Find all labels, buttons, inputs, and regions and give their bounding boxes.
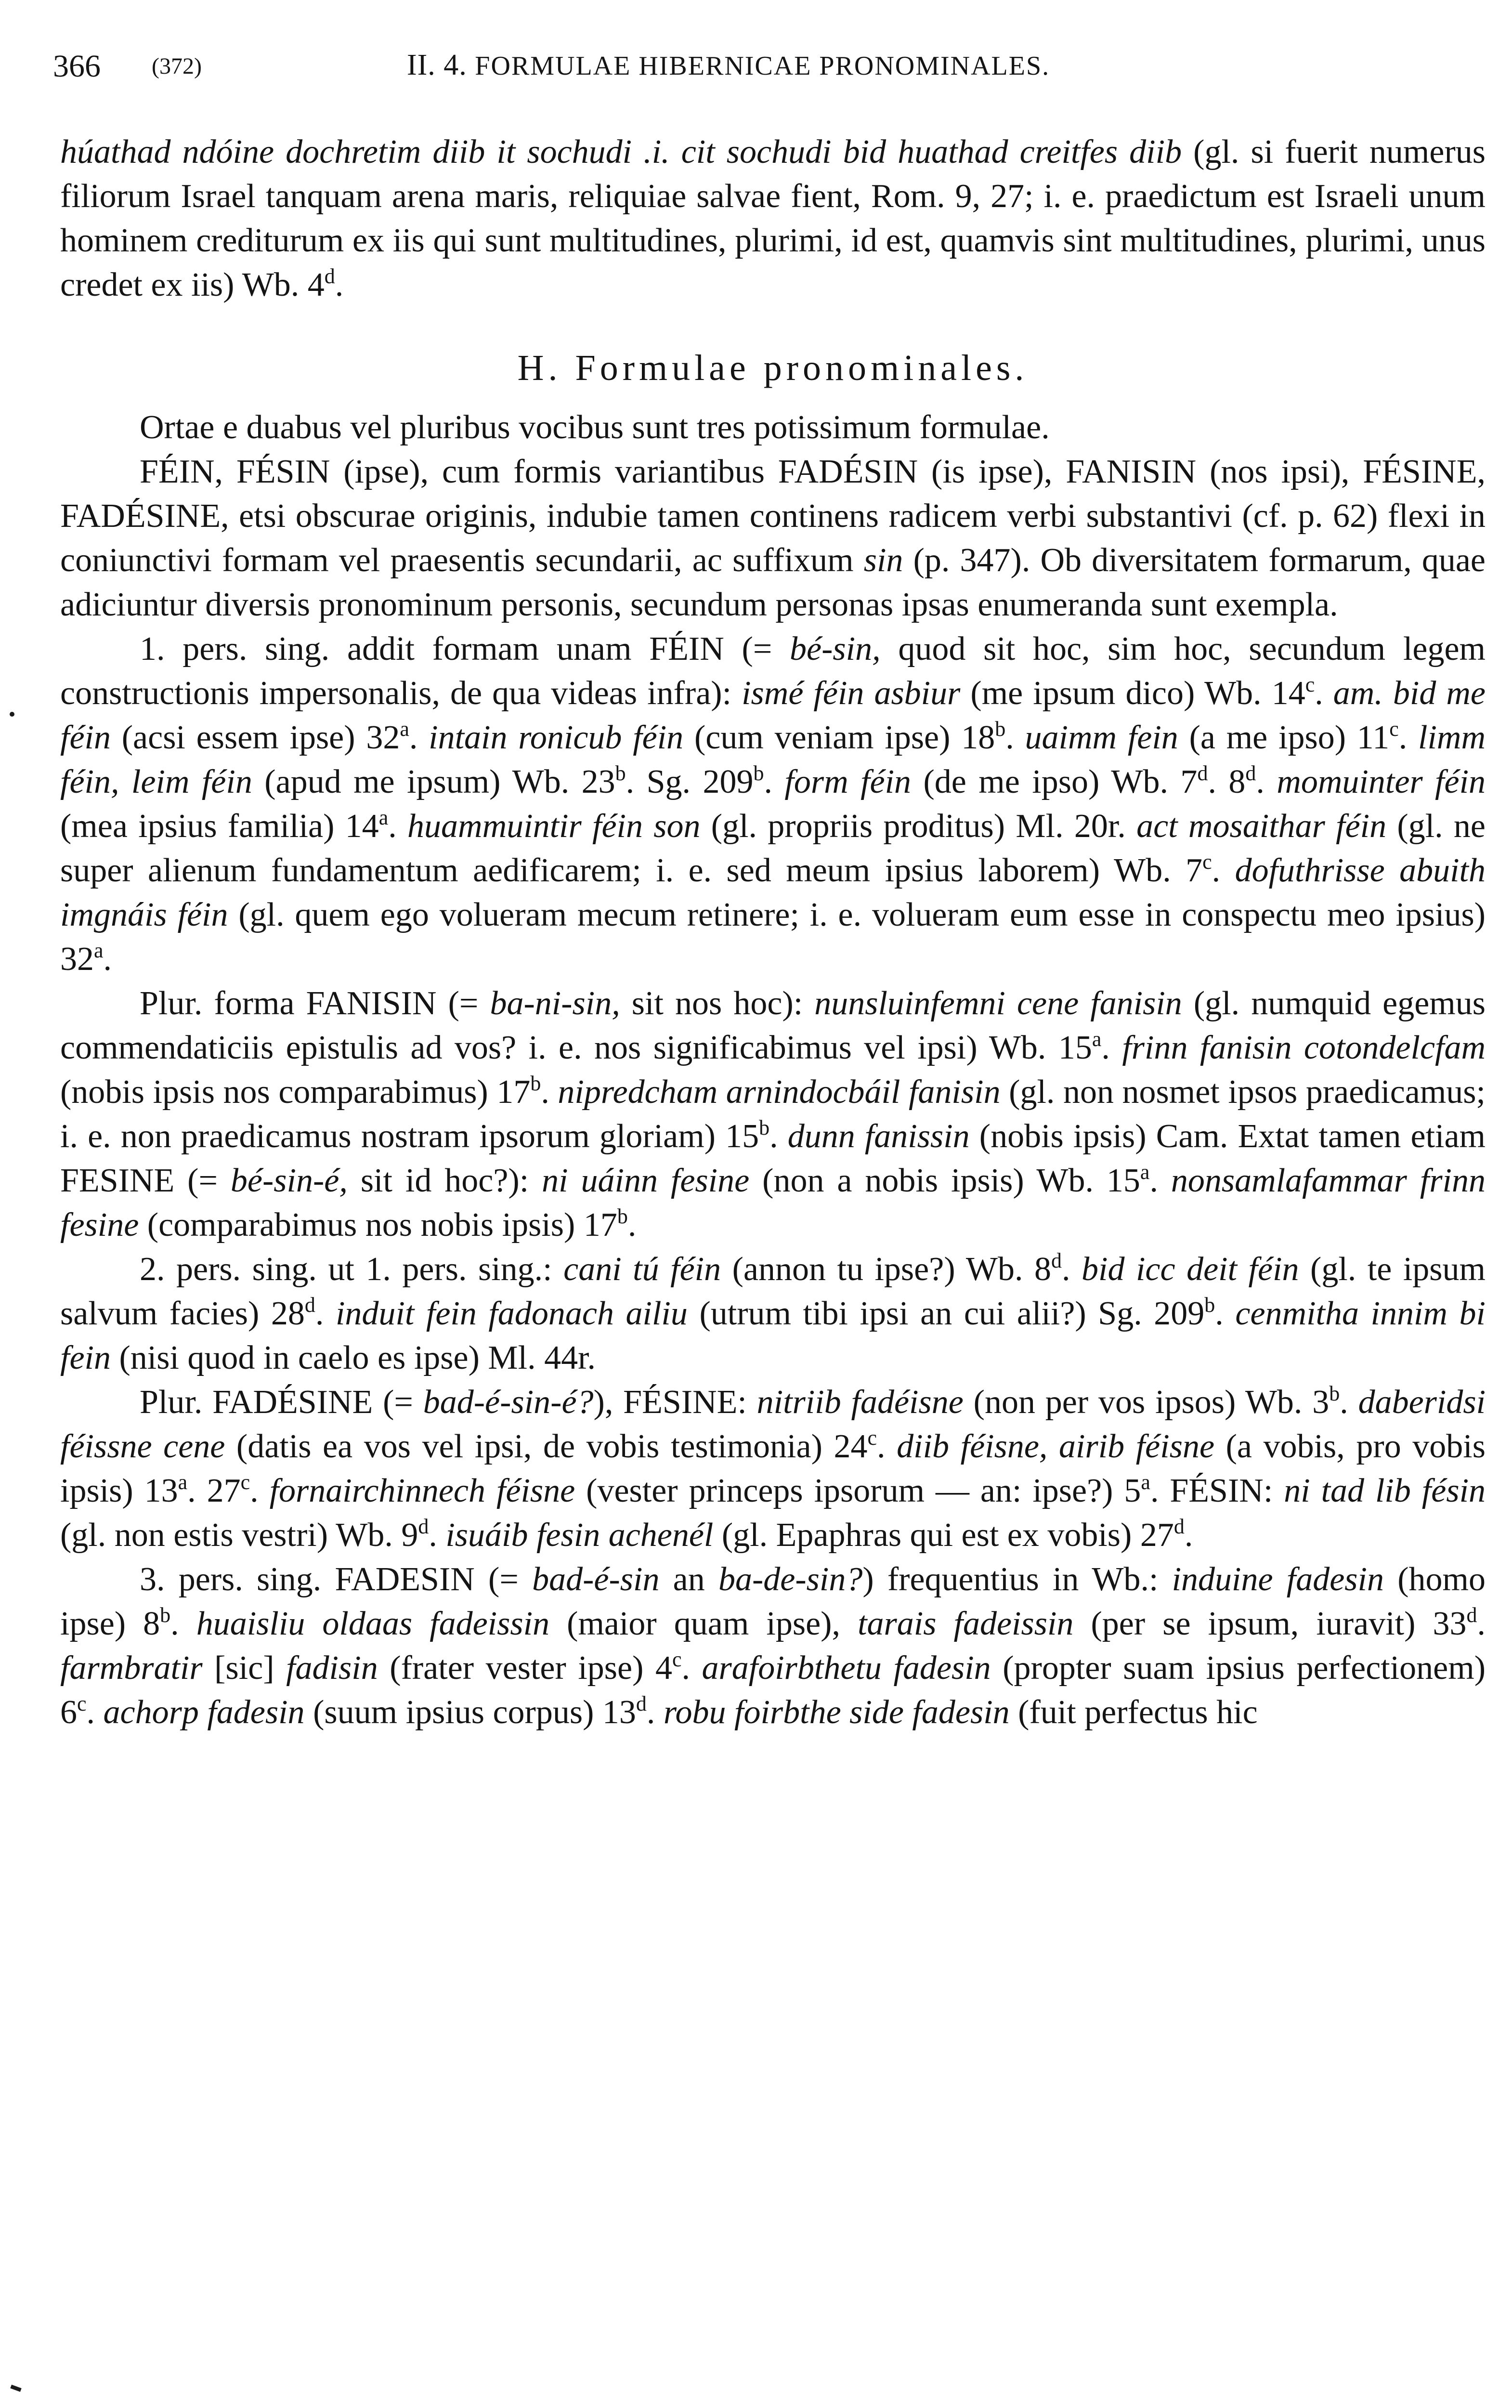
irish-gloss-text: sin (863, 542, 903, 579)
irish-gloss-text: am. bid me féin (60, 675, 1486, 756)
text-run: . (1215, 1295, 1236, 1332)
text-run: (suum ipsius corpus) 13 (304, 1694, 636, 1731)
text-run: (gl. non nosmet ipsos praedicamus; i. e. non praedicamus nostram ipsorum gloriam) 15 (60, 1073, 1486, 1155)
irish-gloss-text: dofuthrisse abuith imgnáis féin (60, 852, 1486, 933)
irish-gloss-text: húathad ndóine dochretim diib it sochudi .i. cit sochudi bid huathad creitfes diib (60, 133, 1182, 170)
header-title: FORMULAE HIBERNICAE PRONOMINALES. (475, 51, 1050, 81)
text-run: (fuit perfectus hic (1009, 1694, 1258, 1731)
folio-column-sup: c (77, 1692, 87, 1715)
irish-gloss-text: daberidsi féissne cene (60, 1384, 1486, 1465)
folio-column-sup: b (1204, 1293, 1215, 1317)
running-header (53, 48, 1488, 101)
folio-column-sup: d (418, 1515, 429, 1538)
irish-gloss-text: bad-é-sin (532, 1561, 660, 1598)
paragraph (60, 982, 1486, 1247)
text-run: . (315, 1295, 336, 1332)
text-run: . (1101, 1029, 1122, 1066)
folio-column-sup: b (617, 1204, 628, 1228)
text-run: (a me ipso) 11 (1178, 719, 1390, 756)
folio-column-sup: a (1141, 1470, 1150, 1494)
irish-gloss-text: ismé féin asbiur (742, 675, 961, 712)
irish-gloss-text: ba-de-sin? (718, 1561, 863, 1598)
text-run: . (769, 1118, 788, 1155)
text-run: . (1212, 852, 1235, 889)
folio-column-sup: b (759, 1116, 770, 1139)
body-text (60, 130, 1486, 1735)
text-run: Plur. FADÉSINE (= (140, 1384, 423, 1421)
text-run: (datis ea vos vel ipsi, de vobis testimonia) 24 (225, 1428, 868, 1465)
irish-gloss-text: momuinter féin (1277, 763, 1486, 800)
text-run: FÉIN, FÉSIN (ipse), cum formis variantibus FADÉSIN (is ipse), FANISIN (nos ipsi), FÉSINE, FADÉSINE, etsi obscurae originis, indubie tamen continens radicem verbi substantivi (cf. p. 62) flexi in coniunctivi formam vel praesentis secundarii, ac suffixum (60, 453, 1486, 579)
folio-column-sup: b (530, 1072, 541, 1095)
page-number: 366 (53, 49, 101, 84)
text-run: . (1315, 675, 1333, 712)
text-run: . (429, 1517, 446, 1554)
folio-column-sup: d (636, 1692, 647, 1715)
paragraph (60, 1380, 1486, 1557)
irish-gloss-text: huammuintir féin son (407, 808, 701, 845)
text-run: . (541, 1073, 558, 1111)
text-run: (gl. si fuerit numerus filiorum Israel tanquam arena maris, reliquiae salvae fient, Rom. 9, 27; i. e. praedictum est Israeli unum hominem crediturum ex iis qui sunt multitudines, plurimi, id est, quamvis sint multitudines, plurimi, unus credet ex iis) Wb. 4 (60, 133, 1486, 303)
text-run: (vester princeps ipsorum — an: ipse?) 5 (575, 1472, 1141, 1509)
irish-gloss-text: bad-é-sin-é? (423, 1384, 594, 1421)
irish-gloss-text: nonsamlafammar frinn fesine (60, 1162, 1486, 1243)
text-run: (annon tu ipse?) Wb. 8 (721, 1251, 1051, 1288)
irish-gloss-text: bé-sin-é, (230, 1162, 348, 1199)
irish-gloss-text: arafoirbthetu fadesin (702, 1649, 991, 1687)
text-run: (homo ipse) 8 (60, 1561, 1486, 1642)
folio-column-sup: c (240, 1470, 250, 1494)
text-run: an (659, 1561, 718, 1598)
text-run: . (877, 1428, 897, 1465)
text-run: (gl. non estis vestri) Wb. 9 (60, 1517, 418, 1554)
text-run: . (627, 1206, 637, 1243)
folio-column-sup: b (615, 761, 626, 785)
text-run: (gl. Epaphras qui est ex vobis) 27 (713, 1517, 1174, 1554)
irish-gloss-text: huaisliu oldaas fadeissin (196, 1605, 550, 1642)
folio-column-sup: a (378, 806, 389, 829)
original-page-number: (372) (152, 53, 202, 79)
text-run: . (1340, 1384, 1358, 1421)
paragraph (60, 406, 1486, 450)
text-run: Ortae e duabus vel pluribus vocibus sunt tres potissimum formulae. (140, 409, 1050, 446)
text-run: . (170, 1605, 196, 1642)
text-run: (gl. quem ego volueram mecum retinere; i. e. volueram eum esse in conspectu meo ipsius) 32 (60, 896, 1486, 978)
folio-column-sup: a (1140, 1160, 1150, 1184)
running-title (407, 48, 1050, 82)
text-run: (mea ipsius familia) 14 (60, 808, 379, 845)
folio-column-sup: d (304, 1293, 315, 1317)
text-run: sit nos hoc): (620, 985, 815, 1022)
text-run: [sic] (202, 1649, 287, 1687)
irish-gloss-text: form féin (784, 763, 912, 800)
irish-gloss-text: ni uáinn fesine (542, 1162, 750, 1199)
folio-column-sup: d (1173, 1515, 1185, 1538)
text-run: . (409, 719, 429, 756)
folio-column-sup: d (1197, 761, 1208, 785)
folio-column-sup: d (324, 264, 335, 288)
irish-gloss-text: frinn fanisin cotondelcfam (1122, 1029, 1486, 1066)
text-run: ), FÉSINE: (593, 1384, 757, 1421)
text-run: (a vobis, pro vobis ipsis) 13 (60, 1428, 1486, 1509)
text-run: (gl. te ipsum salvum facies) 28 (60, 1251, 1486, 1332)
text-run: . (1005, 719, 1025, 756)
text-run: . (646, 1694, 664, 1731)
text-run: (me ipsum dico) Wb. 14 (960, 675, 1305, 712)
irish-gloss-text: nitriib fadéisne (756, 1384, 964, 1421)
text-run: . (1256, 763, 1277, 800)
text-run: (comparabimus nos nobis ipsis) 17 (139, 1206, 617, 1243)
text-run: (propter suam ipsius perfectionem) 6 (60, 1649, 1486, 1731)
irish-gloss-text: nipredcham arnindocbáil fanisin (558, 1073, 1001, 1111)
irish-gloss-text: bé-sin, (790, 630, 881, 667)
irish-gloss-text: ba-ni-sin, (490, 985, 620, 1022)
text-run: 2. pers. sing. ut 1. pers. sing.: (140, 1251, 564, 1288)
text-run: ) frequentius in Wb.: (862, 1561, 1172, 1598)
text-run: (per se ipsum, iuravit) 33 (1073, 1605, 1467, 1642)
irish-gloss-text: robu foirbthe side fadesin (663, 1694, 1010, 1731)
folio-column-sup: c (672, 1648, 682, 1671)
text-run: (cum veniam ipse) 18 (683, 719, 995, 756)
folio-column-sup: d (1466, 1603, 1477, 1627)
irish-gloss-text: induit fein fadonach ailiu (335, 1295, 688, 1332)
irish-gloss-text: isuáib fesin achenél (445, 1517, 714, 1554)
folio-column-sup: b (1329, 1382, 1340, 1405)
irish-gloss-text: uaimm fein (1025, 719, 1178, 756)
text-run: . (388, 808, 408, 845)
text-run: (p. 347). Ob diversitatem formarum, quae adiciuntur diversis pronominum personis, secundum personas ipsas enumeranda sunt exempla. (60, 542, 1486, 623)
margin-mark (10, 712, 14, 717)
text-run: . (1477, 1605, 1486, 1642)
folio-column-sup: a (400, 717, 409, 741)
text-run: 1. pers. sing. addit formam unam FÉIN (= (140, 630, 790, 667)
text-run: sit id hoc?): (347, 1162, 542, 1199)
paragraph (60, 1557, 1486, 1735)
folio-column-sup: c (1389, 717, 1399, 741)
irish-gloss-text: cani tú féin (563, 1251, 721, 1288)
section-heading (60, 345, 1486, 391)
text-run: . (764, 763, 785, 800)
folio-column-sup: c (1305, 673, 1315, 696)
text-run: quod sit hoc, sim hoc, secundum legem constructionis impersonalis, de qua videas infra): (60, 630, 1486, 712)
text-run: (gl. numquid egemus commendaticiis epistulis ad vos? i. e. nos significabimus vel ipsi) Wb. 15 (60, 985, 1486, 1066)
irish-gloss-text: fadisin (286, 1649, 378, 1687)
text-run: (acsi essem ipse) 32 (110, 719, 400, 756)
folio-column-sup: a (1092, 1027, 1102, 1051)
text-run: (gl. propriis proditus) Ml. 20r. (700, 808, 1137, 845)
irish-gloss-text: achorp fadesin (103, 1694, 305, 1731)
text-run: . (1061, 1251, 1082, 1288)
irish-gloss-text: tarais fadeissin (858, 1605, 1074, 1642)
irish-gloss-text: farmbratir (60, 1649, 203, 1687)
text-run: . (335, 266, 344, 303)
paragraph (60, 450, 1486, 627)
text-run: . FÉSIN: (1150, 1472, 1284, 1509)
text-run: (nobis ipsis nos comparabimus) 17 (60, 1073, 531, 1111)
text-run: (gl. ne super alienum fundamentum aedificarem; i. e. sed meum ipsius laborem) Wb. 7 (60, 808, 1486, 889)
text-run: . (1184, 1517, 1193, 1554)
irish-gloss-text: induine fadesin (1172, 1561, 1384, 1598)
text-run: (frater vester ipse) 4 (378, 1649, 672, 1687)
irish-gloss-text: intain ronicub féin (429, 719, 684, 756)
irish-gloss-text: bid icc deit féin (1082, 1251, 1299, 1288)
folio-column-sup: a (94, 939, 104, 962)
folio-column-sup: d (1051, 1249, 1062, 1272)
page-edge-mark (10, 2384, 21, 2392)
text-run: H. Formulae pronominales. (517, 348, 1029, 388)
folio-column-sup: b (995, 717, 1006, 741)
text-run: . (103, 941, 112, 978)
text-run: (nisi quod in caelo es ipse) Ml. 44r. (110, 1339, 596, 1376)
irish-gloss-text: cenmitha innim bi fein (60, 1295, 1486, 1376)
text-run: . (681, 1649, 702, 1687)
text-run: 3. pers. sing. FADESIN (= (140, 1561, 533, 1598)
text-run: (maior quam ipse), (549, 1605, 858, 1642)
text-run: . 27 (187, 1472, 241, 1509)
folio-column-sup: b (753, 761, 764, 785)
paragraph (60, 627, 1486, 982)
irish-gloss-text: diib féisne, airib féisne (897, 1428, 1215, 1465)
paragraph (60, 1247, 1486, 1380)
text-run: (non per vos ipsos) Wb. 3 (963, 1384, 1330, 1421)
folio-column-sup: b (160, 1603, 171, 1627)
irish-gloss-text: limm féin, leim féin (60, 719, 1486, 800)
text-run: . (250, 1472, 270, 1509)
irish-gloss-text: act mosaithar féin (1136, 808, 1387, 845)
text-run: (de me ipso) Wb. 7 (911, 763, 1198, 800)
text-run: . (1398, 719, 1419, 756)
irish-gloss-text: dunn fanissin (787, 1118, 970, 1155)
text-run: . Sg. 209 (626, 763, 754, 800)
folio-column-sup: d (1245, 761, 1256, 785)
text-run: . (86, 1694, 104, 1731)
folio-column-sup: c (1202, 850, 1212, 874)
irish-gloss-text: ni tad lib fésin (1284, 1472, 1486, 1509)
text-run: . 8 (1208, 763, 1246, 800)
irish-gloss-text: nunsluinfemni cene fanisin (814, 985, 1182, 1022)
folio-column-sup: a (178, 1470, 188, 1494)
section-number: II. 4. (407, 49, 467, 81)
text-run: (nobis ipsis) Cam. Extat tamen etiam FESINE (= (60, 1118, 1486, 1199)
folio-column-sup: c (867, 1426, 877, 1450)
text-run: . (1149, 1162, 1171, 1199)
text-run: (non a nobis ipsis) Wb. 15 (749, 1162, 1140, 1199)
paragraph (60, 130, 1486, 307)
text-run: Plur. forma FANISIN (= (140, 985, 490, 1022)
text-run: (apud me ipsum) Wb. 23 (252, 763, 615, 800)
irish-gloss-text: fornairchinnech féisne (269, 1472, 575, 1509)
text-run: (utrum tibi ipsi an cui alii?) Sg. 209 (687, 1295, 1205, 1332)
